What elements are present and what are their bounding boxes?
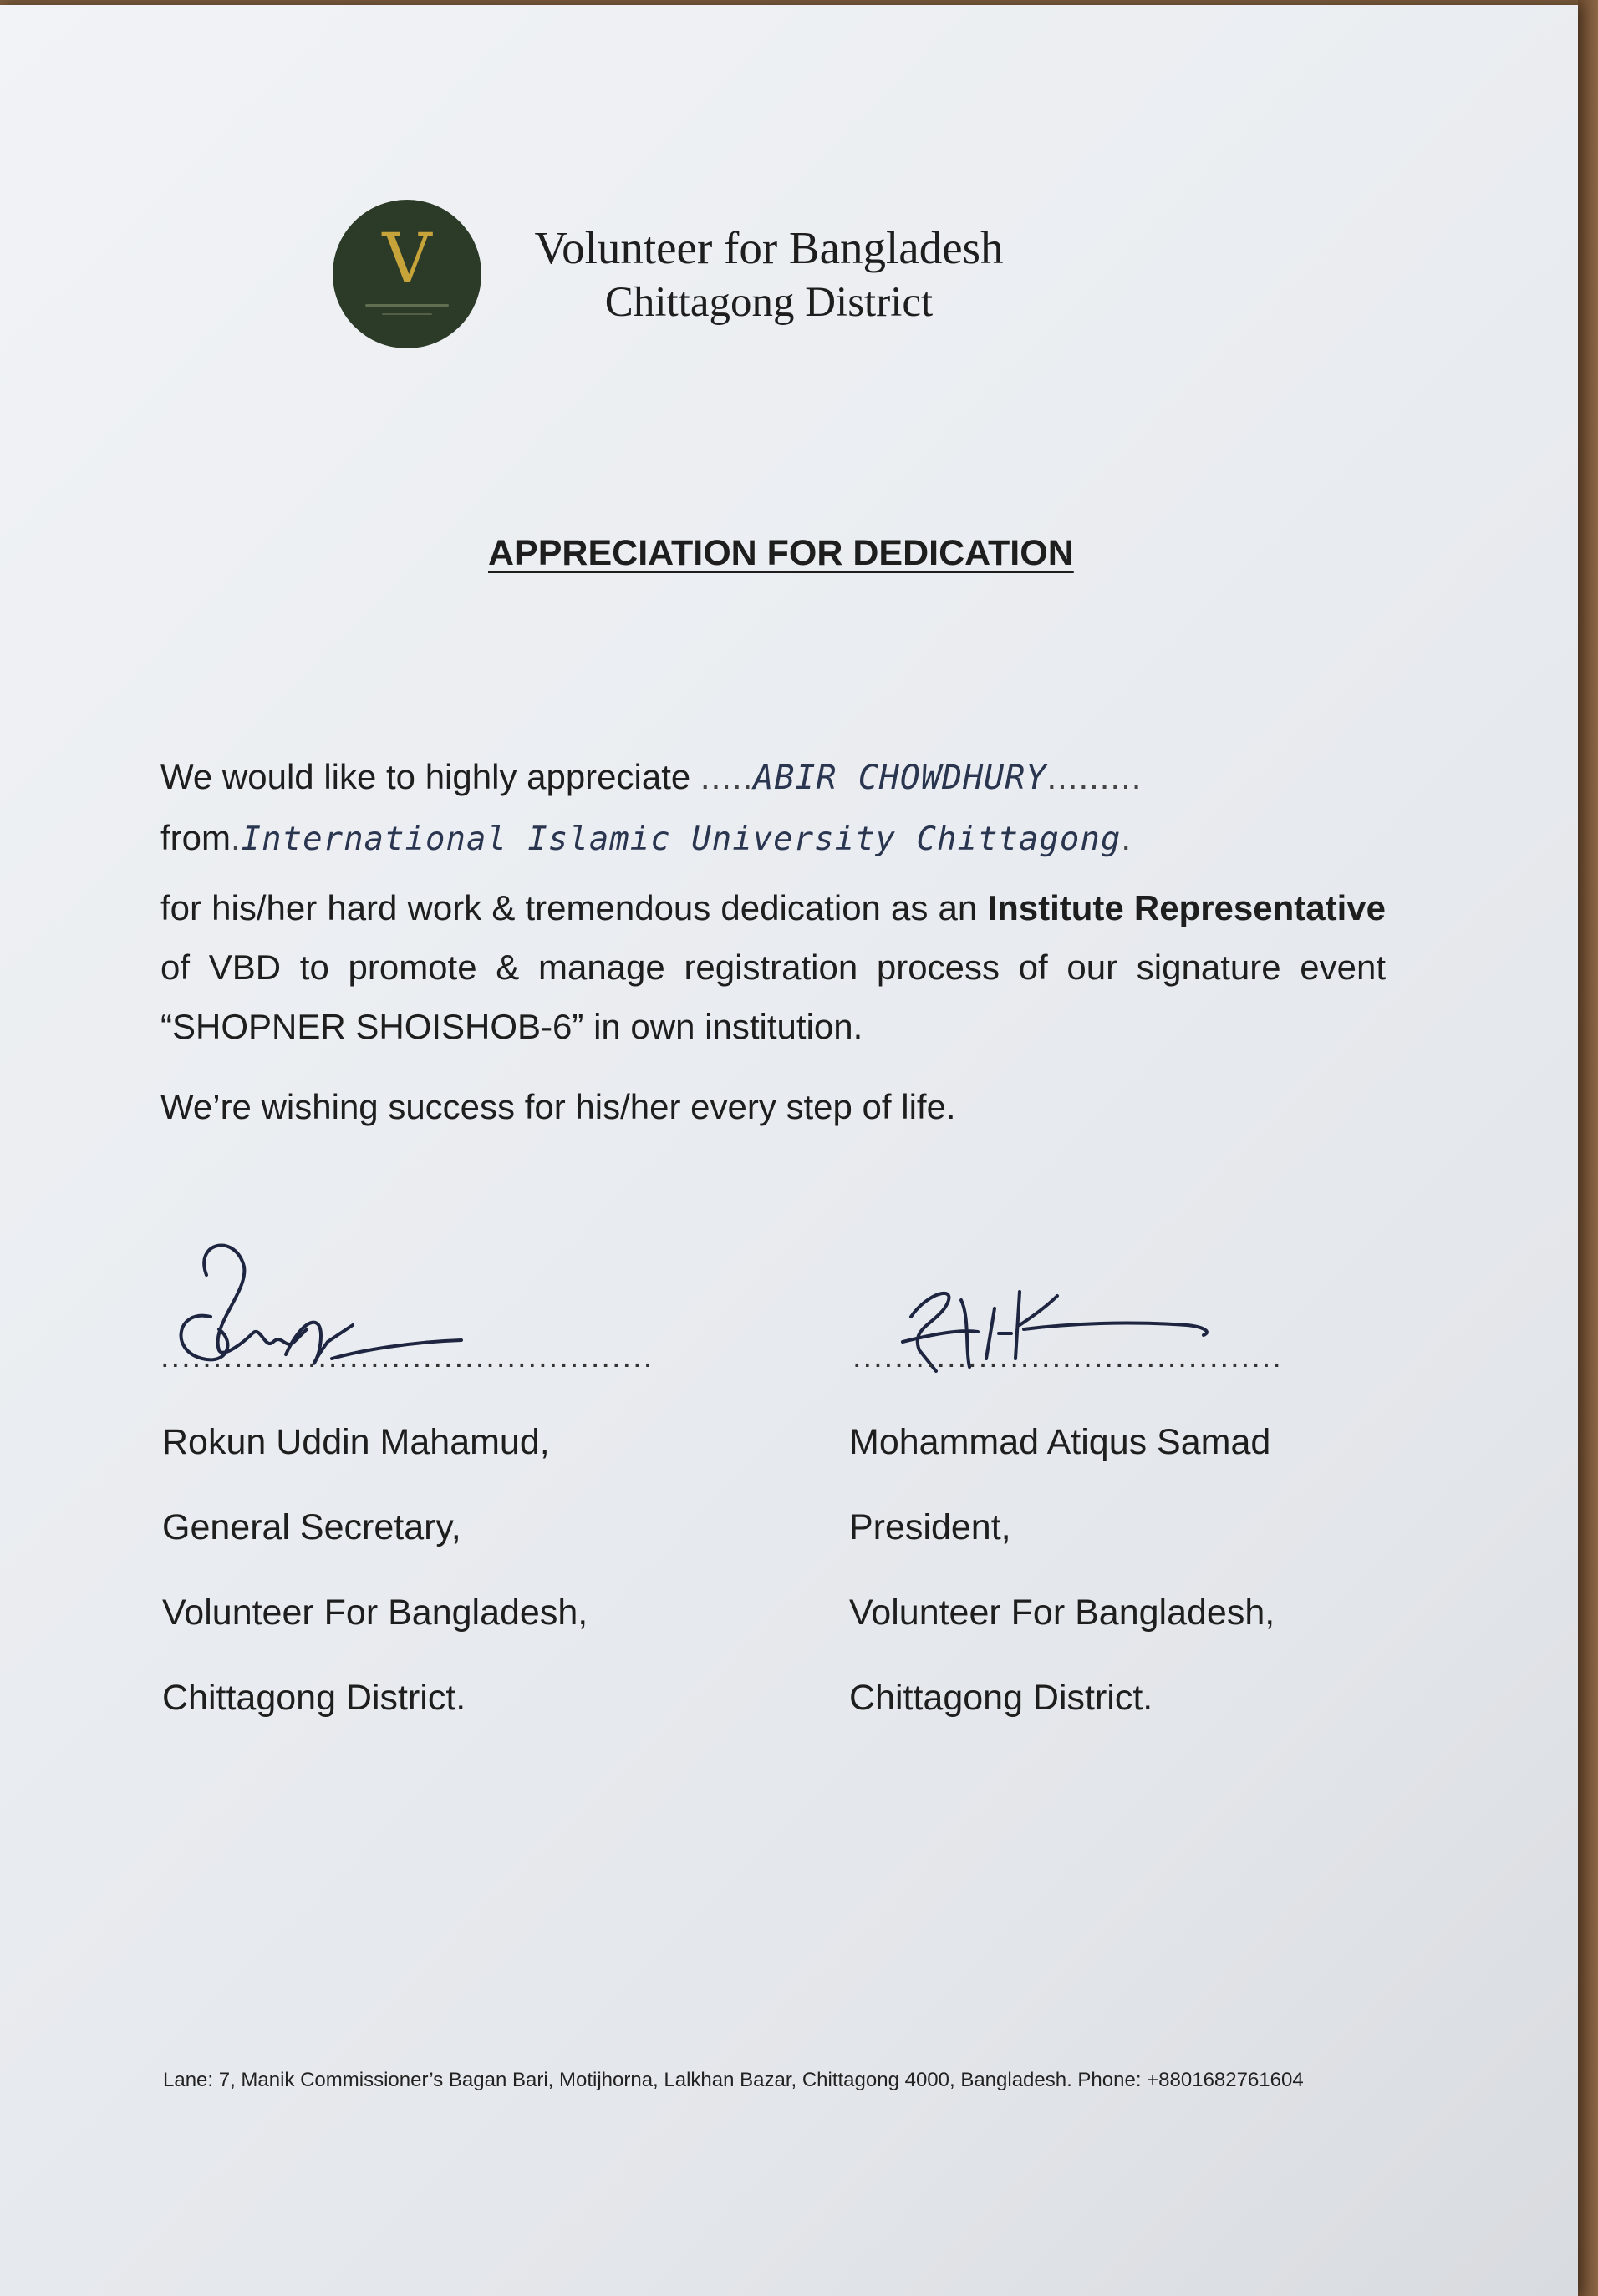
- signatory-right-name: Mohammad Atiqus Samad: [849, 1422, 1271, 1462]
- signatory-left-org: Volunteer For Bangladesh,: [162, 1592, 588, 1633]
- logo-letter: V: [382, 219, 432, 299]
- appreciate-prefix: We would like to highly appreciate: [160, 757, 691, 796]
- wish-line: We’re wishing success for his/her every step of life.: [160, 1087, 956, 1126]
- signatory-right-org: Volunteer For Bangladesh,: [849, 1592, 1275, 1633]
- organization-district: Chittagong District: [604, 279, 934, 326]
- institution-name: International Islamic University Chittagong: [241, 820, 1122, 858]
- vbd-logo: [333, 200, 481, 348]
- signatory-left-title: General Secretary,: [162, 1507, 461, 1547]
- signatory-right-district: Chittagong District.: [849, 1678, 1153, 1718]
- signature-right: .........................................: [852, 1225, 1321, 1375]
- signatory-left-block: [162, 1417, 588, 1758]
- organization-header: [501, 221, 1036, 329]
- signature-left: ...............................................: [160, 1225, 629, 1375]
- appreciate-line: We would like to highly appreciate .....ABIR CHOWDHURY.........: [160, 757, 1143, 797]
- organization-name: Volunteer for Bangladesh: [534, 222, 1004, 273]
- signatory-right-title: President,: [849, 1507, 1011, 1547]
- from-line: from.International Islamic University Chittagong.: [160, 818, 1132, 858]
- body-part-1: for his/her hard work & tremendous dedication as an: [160, 888, 978, 927]
- background-edge: [1578, 0, 1598, 2296]
- body-part-2: of VBD to promote & manage registration process of our signature event “SHOPNER SHOISHOB-6” in own institution.: [160, 947, 1386, 1046]
- footer-address: Lane: 7, Manik Commissioner’s Bagan Bari, Motijhorna, Lalkhan Bazar, Chittagong 4000, Bangladesh. Phone: +8801682761604: [163, 2069, 1304, 2091]
- certificate-heading: APPRECIATION FOR DEDICATION: [488, 533, 1074, 573]
- from-prefix: from: [160, 818, 231, 857]
- certificate-paper: [0, 5, 1578, 2296]
- body-paragraph: [160, 878, 1386, 1056]
- recipient-name: ABIR CHOWDHURY: [753, 759, 1047, 797]
- signatory-left-name: Rokun Uddin Mahamud,: [162, 1422, 550, 1462]
- signatory-left-district: Chittagong District.: [162, 1678, 466, 1718]
- body-bold-role: Institute Representative: [987, 888, 1387, 927]
- signatory-right-block: [849, 1417, 1275, 1758]
